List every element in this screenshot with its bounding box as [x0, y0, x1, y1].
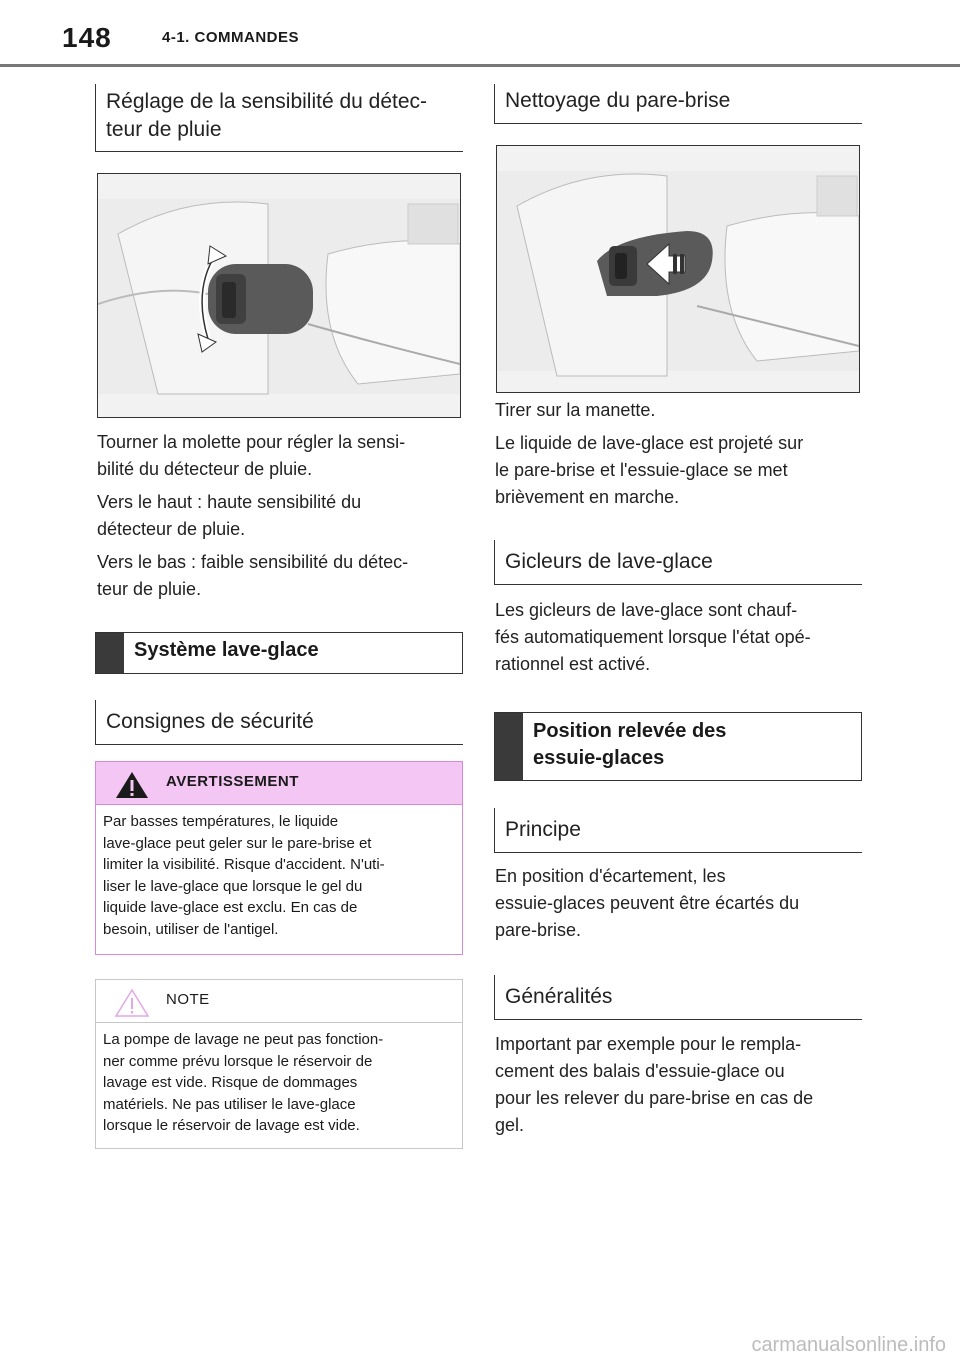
illustration-rain-sensor-dial: [97, 173, 461, 418]
watermark-text: carmanualsonline.info: [751, 1334, 946, 1356]
heading-principle: Principe: [494, 808, 862, 853]
note-title: NOTE: [166, 991, 210, 1008]
right-body-text-1: [495, 397, 861, 517]
paragraph: Tirer sur la manette.: [495, 400, 656, 420]
paragraph: Important par exemple pour le rempla- cement des balais d'essuie-glace ou pour les relever du pare-brise en cas de gel.: [495, 1034, 814, 1135]
note-text: La pompe de lavage ne peut pas fonction- ner comme prévu lorsque le réservoir de lavage est vide. Risque de dommages matériels. Ne pas utiliser le lave-glace lorsque le réservoir de lavage est vide.: [103, 1031, 384, 1134]
section-title: Système lave-glace: [134, 639, 319, 661]
header-rule: [0, 64, 960, 67]
warning-title: AVERTISSEMENT: [166, 773, 299, 790]
paragraph: Les gicleurs de lave-glace sont chauf- fés automatiquement lorsque l'état opé- rationnel est activé.: [495, 600, 811, 674]
paragraph: Vers le bas : faible sensibilité du détec- teur de pluie.: [97, 552, 409, 599]
warning-header: [96, 762, 462, 805]
paragraph: En position d'écartement, les essuie-glaces peuvent être écartés du pare-brise.: [495, 866, 800, 940]
heading-windshield-cleaning: Nettoyage du pare-brise: [494, 84, 862, 124]
right-body-text-4: [495, 1031, 861, 1145]
warning-text: Par basses températures, le liquide lave-glace peut geler sur le pare-brise et limiter la visibilité. Risque d'accident. N'uti- liser le lave-glace que lorsque le gel du liquide lave-glace est exclu. En cas de besoin, utiliser de l'antigel.: [103, 813, 385, 938]
chapter-title: 4-1. COMMANDES: [162, 29, 300, 46]
warning-box: [95, 761, 463, 955]
right-body-text-2: [495, 597, 861, 684]
heading-safety: Consignes de sécurité: [95, 700, 463, 745]
paragraph: Le liquide de lave-glace est projeté sur le pare-brise et l'essuie-glace se met brièvement en marche.: [495, 433, 804, 507]
page-number: 148: [62, 22, 112, 53]
left-body-text: [97, 429, 463, 609]
note-header: [96, 980, 462, 1023]
section-bar: [495, 713, 523, 780]
right-body-text-3: [495, 863, 861, 950]
warning-icon: [114, 770, 150, 800]
heading-washer-jets: Gicleurs de lave-glace: [494, 540, 862, 585]
paragraph: Vers le haut : haute sensibilité du détecteur de pluie.: [97, 492, 362, 539]
heading-rain-sensitivity: Réglage de la sensibilité du détec- teur de pluie: [95, 84, 463, 152]
section-bar: [96, 633, 124, 673]
caution-icon: [114, 988, 150, 1018]
heading-general: Généralités: [494, 975, 862, 1020]
note-box: [95, 979, 463, 1149]
paragraph: Tourner la molette pour régler la sensi- bilité du détecteur de pluie.: [97, 432, 406, 479]
section-title: Position relevée des essuie-glaces: [533, 720, 727, 769]
section-wiper-raised: [494, 712, 862, 781]
section-washer-system: [95, 632, 463, 674]
illustration-washer-lever: [496, 145, 860, 393]
